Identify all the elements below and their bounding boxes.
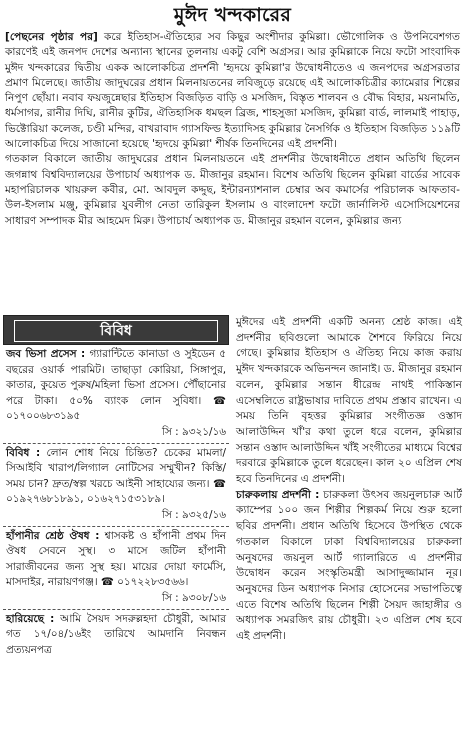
article-body-top [5, 30, 460, 229]
classified-ad [3, 444, 229, 527]
article-body-right [236, 315, 462, 645]
article-headline: মুঈদ খন্দকারের [173, 4, 292, 26]
classified-ad [3, 610, 229, 661]
ad-title: হারিয়েছে : [6, 612, 55, 625]
classifieds-heading [3, 315, 229, 345]
ad-code: সি : ৯৩০৮/১৬ [162, 591, 226, 604]
classified-ad [3, 527, 229, 610]
article-paragraph: মুঈদের এই প্রদর্শনী একটি অনন্য শ্রেষ্ঠ কাজ। এই প্রদর্শনীর ছবিগুলো আমাকে শৈশবে ফিরিয়ে নিয়ে গেছে। কুমিল্লার ইতিহাস ও ঐতিহ্য নিয়ে কাজ করায় মুঈদ খন্দকারকে অভিনন্দন জানাই। ড. মীজানুর রহমান বলেন, কুমিল্লার সন্তান ধীরেন্দ্র নাথই পাকিস্তান এসেম্বলিতে রাষ্ট্রভাষার দাবিতে প্রথম প্রস্তাব রাখেন। এ সময় তিনি বৃহত্তর কুমিল্লার সংগীতজ্ঞ ওস্তাদ আলাউদ্দিন খাঁ'র কথা তুলে ধরে বলেন, কুমিল্লার সন্তান ওস্তাদ আলাউদ্দিন খাঁই সংগীতের মাধ্যমে বিশ্বের দরবারে কুমিল্লাকে তুলে ধরেছেন। কাল ২০ এপ্রিল শেষ হবে তিনদিনের এ প্রদর্শনী। [236, 316, 462, 486]
ad-text: গ্যারান্টিতে কানাডা ও সুইডেন ৫ বছরের ওয়ার্ক পারমিট। তাছাড়া কোরিয়া, সিঙ্গাপুর, কাতার, কুয়েত পুরুষ/মহিলা ভিসা প্রসেস। পৌঁছানোর পরে টাকা। ৫০% ব্যাংক লোন সুবিধা। ☎ ০১৭০০৬৮৩১৯৫ [6, 348, 226, 423]
ad-title: হাঁপানীর শ্রেষ্ঠ ঔষধ : [6, 529, 100, 542]
continuation-label: [পেছনের পৃষ্ঠার পর] [5, 31, 98, 43]
ad-code: সি : ৯৩২১/১৬ [162, 425, 226, 438]
subsection-lead: চারুকলায় প্রদর্শনী : [236, 488, 320, 501]
classified-ad [3, 345, 229, 444]
ad-code: সি : ৯৩২৫/১৬ [162, 508, 226, 521]
ad-text: শ্বাসকষ্ট ও হাঁপানী প্রথম দিন ঔষধ সেবনে সুস্থ। ৩ মাসে জটিল হাঁপানী সারাজীবনের জন্য সুস্থ হয়। মায়ের দোয়া ফার্মেসি, মাসদাইর, নারায়ণগঞ্জ। ☎ ০১৭২২৮৩৫৬৬। [6, 529, 226, 589]
ad-text: আমি সৈয়দ সদরুল্লহদা চৌধুরী, আমার গত ১৭/০৪/১৬ইং তারিখে আমদানি নিবন্ধন প্রত্যয়নপত্র [6, 612, 226, 656]
ad-text: লোন শোধ নিয়ে চিন্তিত? চেকের মামলা/সিআইবি খারাপ/লিগ্যাল নোটিসের সম্মুখীন? কিস্তি/সময় চান? দ্রুত/স্বল্প খরচে আইনী সাহায্যের জন্য। ☎ ০১৯২৭৬৮১৮৯১, ০১৬২৭১৫৩১৮৯। [6, 446, 226, 506]
article-text: চারুকলা উৎসব জয়নুলচারু আর্ট ক্যাম্পের ১০০ জন শিল্পীর শিল্পকর্ম নিয়ে শুরু হলো ছবির প্রদর্শনী। প্রধান অতিথি হিসেবে উপস্থিত থেকে গতকাল বিকালে ঢাকা বিশ্ববিদ্যালয়ের চারুকলা অনুষদের জয়নুল আর্ট গ্যালারিতে এ প্রদর্শনীর উদ্বোধন করেন সংস্কৃতিমন্ত্রী আসাদুজ্জামান নূর। অনুষদের ডিন অধ্যাপক নিসার হোসেনের সভাপতিত্বে এতে বিশেষ অতিথি ছিলেন শিল্পী সৈয়দ জাহাঙ্গীর ও অধ্যাপক সমরজিৎ রায় চৌধুরী। ২৩ এপ্রিল শেষ হবে এই প্রদর্শনী। [236, 488, 462, 643]
article-paragraph [5, 30, 460, 152]
article-text: করে ইতিহাস-ঐতিহ্যের সব কিছুর অংশীদার কুমিল্লা। ভৌগোলিক ও উপনিবেশগত কারণেই এই জনপদ দেশের অন্যান্য স্থানের তুলনায় একটু বেশি অগ্রসর। আর কুমিল্লাকে নিয়ে ফটো সাংবাদিক মুঈদ খন্দকারের দ্বিতীয় একক আলোকচিত্র প্রদর্শনী 'হৃদয়ে কুমিল্লা'র উদ্বোধনীতেও এ জনপদের অগ্রসরতার প্রমাণ মিলেছে। জাতীয় জাদুঘরের প্রধান মিলনায়তনের লবিজুড়ে রয়েছে এই আলোকচিত্রীর ক্যামেরার শিল্পের নিপুণ ছোঁয়া। নবাব ফয়জুন্নেছার ইতিহাস বিজড়িত বাড়ি ও মসজিদ, বিস্তৃত শালবন ও বৌদ্ধ বিহার, ময়নামতি, ধর্মসাগর, রানীর দিঘি, রানীর কুটির, ঐতিহাসিক ধমছল ব্রিজ, শাহসুজা মসজিদ, কুমিল্লা বার্ড, লালমাই পাহাড়, ভিক্টোরিয়া কলেজ, চণ্ডী মন্দির, বাখরাবাদ গ্যাসফিল্ড ইত্যাদিসহ কুমিল্লার নৈসর্গিক ও ইতিহাস বিজড়িত ১১৯টি আলোকচিত্র দিয়ে সাজানো হয়েছে 'হৃদয়ে কুমিল্লা' শীর্ষক তিনদিনের এই প্রদর্শনী। [5, 31, 460, 151]
classifieds-box [3, 315, 229, 729]
article-paragraph [236, 488, 462, 645]
classifieds-heading-text: বিবিধ [14, 320, 218, 342]
ad-title: জব ভিসা প্রসেস : [6, 348, 86, 360]
article-paragraph: গতকাল বিকালে জাতীয় জাদুঘরের প্রধান মিলনায়তনে এই প্রদর্শনীর উদ্বোধনীতে প্রধান অতিথি ছিলেন জগন্নাথ বিশ্ববিদ্যালয়ের উপাচার্য অধ্যাপক ড. মীজানুর রহমান। বিশেষ অতিথি ছিলেন কুমিল্লা বার্ডের সাবেক মহাপরিচালক খায়রুল কবীর, মো. আবদুল কদ্দুছ, ইন্টারন্যাশনাল চেম্বার অব কমার্সের পরিচালক আফতাব-উল-ইসলাম মঞ্জু, কুমিল্লার যুবলীগ নেতা তারিকুল ইসলাম ও বাংলাদেশ ফটো জার্নালিস্ট এসোসিয়েশনের সাধারণ সম্পাদক মীর আহমেদ মিরু। উপাচার্য অধ্যাপক ড. মীজানুর রহমান বলেন, কুমিল্লার জন্য [5, 153, 460, 227]
ad-title: বিবিধ : [6, 446, 41, 459]
